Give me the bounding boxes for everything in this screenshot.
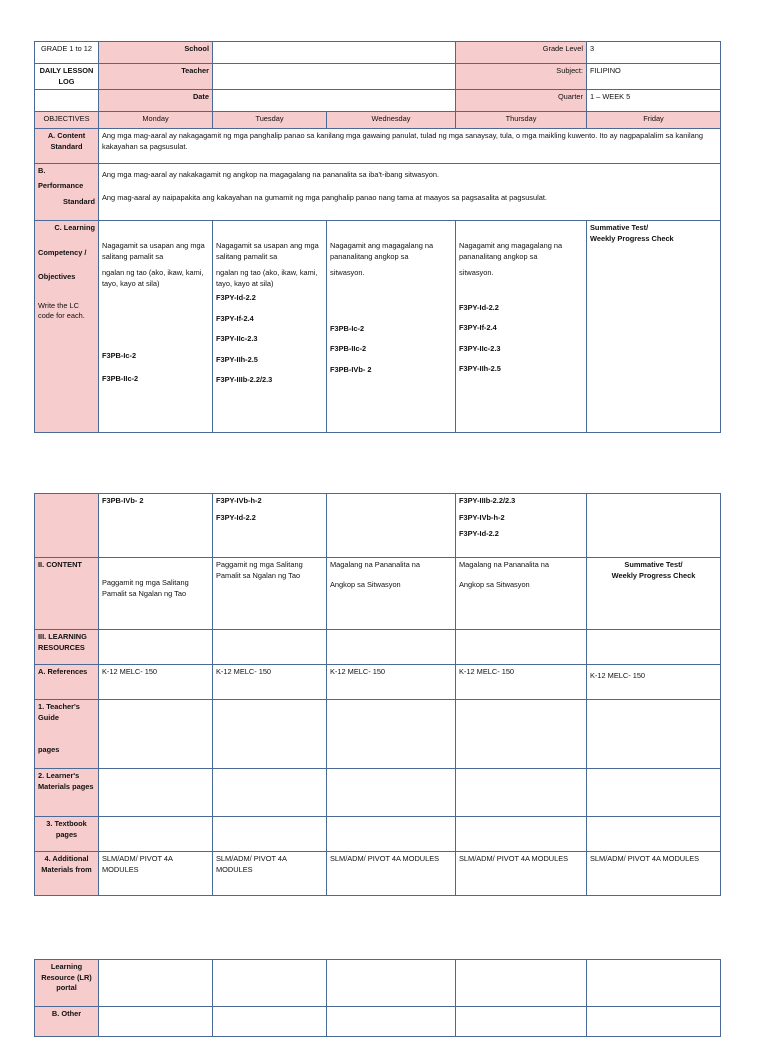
teacher-label: Teacher	[99, 64, 213, 90]
blank-cell	[99, 769, 213, 817]
content-tuesday: Paggamit ng mga Salitang Pamalit sa Ngalan ng Tao	[213, 558, 327, 630]
day-thursday: Thursday	[456, 112, 587, 129]
blank-cell	[456, 1007, 587, 1037]
blank-cell	[213, 700, 327, 769]
learners-materials-label: 2. Learner's Materials pages	[35, 769, 99, 817]
competency-friday: Summative Test/ Weekly Progress Check	[587, 221, 721, 433]
blank-cell	[35, 90, 99, 112]
blank-cell	[99, 700, 213, 769]
textbook-label: 3. Textbook pages	[35, 817, 99, 852]
blank-cell	[213, 1007, 327, 1037]
blank-cell	[327, 630, 456, 665]
blank-cell	[213, 769, 327, 817]
additional-wednesday: SLM/ADM/ PIVOT 4A MODULES	[327, 852, 456, 896]
blank-cell	[327, 960, 456, 1007]
log-title: DAILY LESSON LOG	[35, 64, 99, 90]
content-label: II. CONTENT	[35, 558, 99, 630]
blank-cell	[99, 1007, 213, 1037]
lesson-log-table-page3	[34, 959, 721, 1037]
date-label: Date	[99, 90, 213, 112]
references-thursday: K-12 MELC- 150	[456, 665, 587, 700]
content-thursday: Magalang na Pananalita na Angkop sa Sitwasyon	[456, 558, 587, 630]
blank-cell	[213, 960, 327, 1007]
continued-codes-friday	[587, 494, 721, 558]
lesson-log-table-page2	[34, 493, 721, 896]
subject-value: FILIPINO	[587, 64, 721, 90]
blank-cell	[456, 700, 587, 769]
grade-level-value: 3	[587, 42, 721, 64]
references-tuesday: K-12 MELC- 150	[213, 665, 327, 700]
blank-cell	[587, 700, 721, 769]
quarter-label: Quarter	[456, 90, 587, 112]
blank-cell	[99, 817, 213, 852]
continued-codes-wednesday	[327, 494, 456, 558]
day-wednesday: Wednesday	[327, 112, 456, 129]
references-wednesday: K-12 MELC- 150	[327, 665, 456, 700]
additional-tuesday: SLM/ADM/ PIVOT 4A MODULES	[213, 852, 327, 896]
content-wednesday: Magalang na Pananalita na Angkop sa Sitwasyon	[327, 558, 456, 630]
references-monday: K-12 MELC- 150	[99, 665, 213, 700]
content-friday: Summative Test/ Weekly Progress Check	[587, 558, 721, 630]
lr-portal-label: Learning Resource (LR) portal	[35, 960, 99, 1007]
lesson-log-table-page1	[34, 41, 721, 433]
blank-cell	[587, 960, 721, 1007]
competency-thursday: Nagagamit ang magagalang na pananalitang angkop sa sitwasyon. F3PY-Id-2.2 F3PY-If-2.4 F3PY-IIc-2.3 F3PY-IIh-2.5	[456, 221, 587, 433]
grade-level-label: Grade Level	[456, 42, 587, 64]
blank-cell	[456, 817, 587, 852]
day-tuesday: Tuesday	[213, 112, 327, 129]
content-standard-label: A. Content Standard	[35, 129, 99, 164]
blank-cell	[587, 1007, 721, 1037]
blank-cell	[587, 630, 721, 665]
blank-cell	[327, 700, 456, 769]
references-label: A. References	[35, 665, 99, 700]
blank-cell	[456, 769, 587, 817]
competency-wednesday: Nagagamit ang magagalang na pananalitang angkop sa sitwasyon. F3PB-Ic-2 F3PB-IIc-2 F3PB-IVb- 2	[327, 221, 456, 433]
blank-cell	[327, 769, 456, 817]
blank-cell	[456, 960, 587, 1007]
additional-thursday: SLM/ADM/ PIVOT 4A MODULES	[456, 852, 587, 896]
additional-friday: SLM/ADM/ PIVOT 4A MODULES	[587, 852, 721, 896]
continued-codes-monday: F3PB-IVb- 2	[99, 494, 213, 558]
learning-competency-label: C. Learning Competency / Objectives Write the LC code for each.	[35, 221, 99, 433]
blank-cell	[327, 1007, 456, 1037]
continued-codes-thursday: F3PY-IIIb-2.2/2.3 F3PY-IVb-h-2 F3PY-Id-2.2	[456, 494, 587, 558]
competency-tuesday: Nagagamit sa usapan ang mga salitang pamalit sa ngalan ng tao (ako, ikaw, kami, tayo, kayo at sila) F3PY-Id-2.2 F3PY-If-2.4 F3PY-IIc-2.3 F3PY-IIh-2.5 F3PY-IIIb-2.2/2.3	[213, 221, 327, 433]
performance-standard-label: B. Performance Standard	[35, 164, 99, 221]
continued-codes-tuesday: F3PY-IVb-h-2 F3PY-Id-2.2	[213, 494, 327, 558]
references-friday: K-12 MELC- 150	[587, 665, 721, 700]
blank-cell	[456, 630, 587, 665]
teacher-field[interactable]	[213, 64, 456, 90]
teachers-guide-label: 1. Teacher's Guide pages	[35, 700, 99, 769]
blank-cell	[99, 630, 213, 665]
content-monday: Paggamit ng mga Salitang Pamalit sa Ngalan ng Tao	[99, 558, 213, 630]
blank-cell	[213, 630, 327, 665]
date-field[interactable]	[213, 90, 456, 112]
competency-monday: Nagagamit sa usapan ang mga salitang pamalit sa ngalan ng tao (ako, ikaw, kami, tayo, kayo at sila) F3PB-Ic-2 F3PB-IIc-2	[99, 221, 213, 433]
blank-cell	[213, 817, 327, 852]
school-field[interactable]	[213, 42, 456, 64]
school-label: School	[99, 42, 213, 64]
subject-label: Subject:	[456, 64, 587, 90]
performance-standard-text: Ang mga mag-aaral ay nakakagamit ng angkop na magagalang na pananalita sa iba't-ibang sitwasyon. Ang mag-aaral ay naipapakita ang kakayahan na gumamit ng mga panghalip panao nang tama at maayos sa pagsasalita at pagsusulat.	[99, 164, 721, 221]
blank-cell	[587, 817, 721, 852]
objectives-header: OBJECTIVES	[35, 112, 99, 129]
grade-range: GRADE 1 to 12	[35, 42, 99, 64]
blank-cell	[99, 960, 213, 1007]
day-monday: Monday	[99, 112, 213, 129]
content-standard-text: Ang mga mag-aaral ay nakagagamit ng mga panghalip panao sa kanilang mga gawaing panulat, tulad ng mga sanaysay, tula, o mga maikling kuwento. Ito ay nagpapalalim sa kanilang kakayahan sa pagsusulat.	[99, 129, 721, 164]
blank-cell	[327, 817, 456, 852]
blank-label-cell	[35, 494, 99, 558]
learning-resources-label: III. LEARNING RESOURCES	[35, 630, 99, 665]
day-friday: Friday	[587, 112, 721, 129]
other-resources-label: B. Other	[35, 1007, 99, 1037]
quarter-value: 1 – WEEK 5	[587, 90, 721, 112]
blank-cell	[587, 769, 721, 817]
additional-monday: SLM/ADM/ PIVOT 4A MODULES	[99, 852, 213, 896]
additional-materials-label: 4. Additional Materials from	[35, 852, 99, 896]
